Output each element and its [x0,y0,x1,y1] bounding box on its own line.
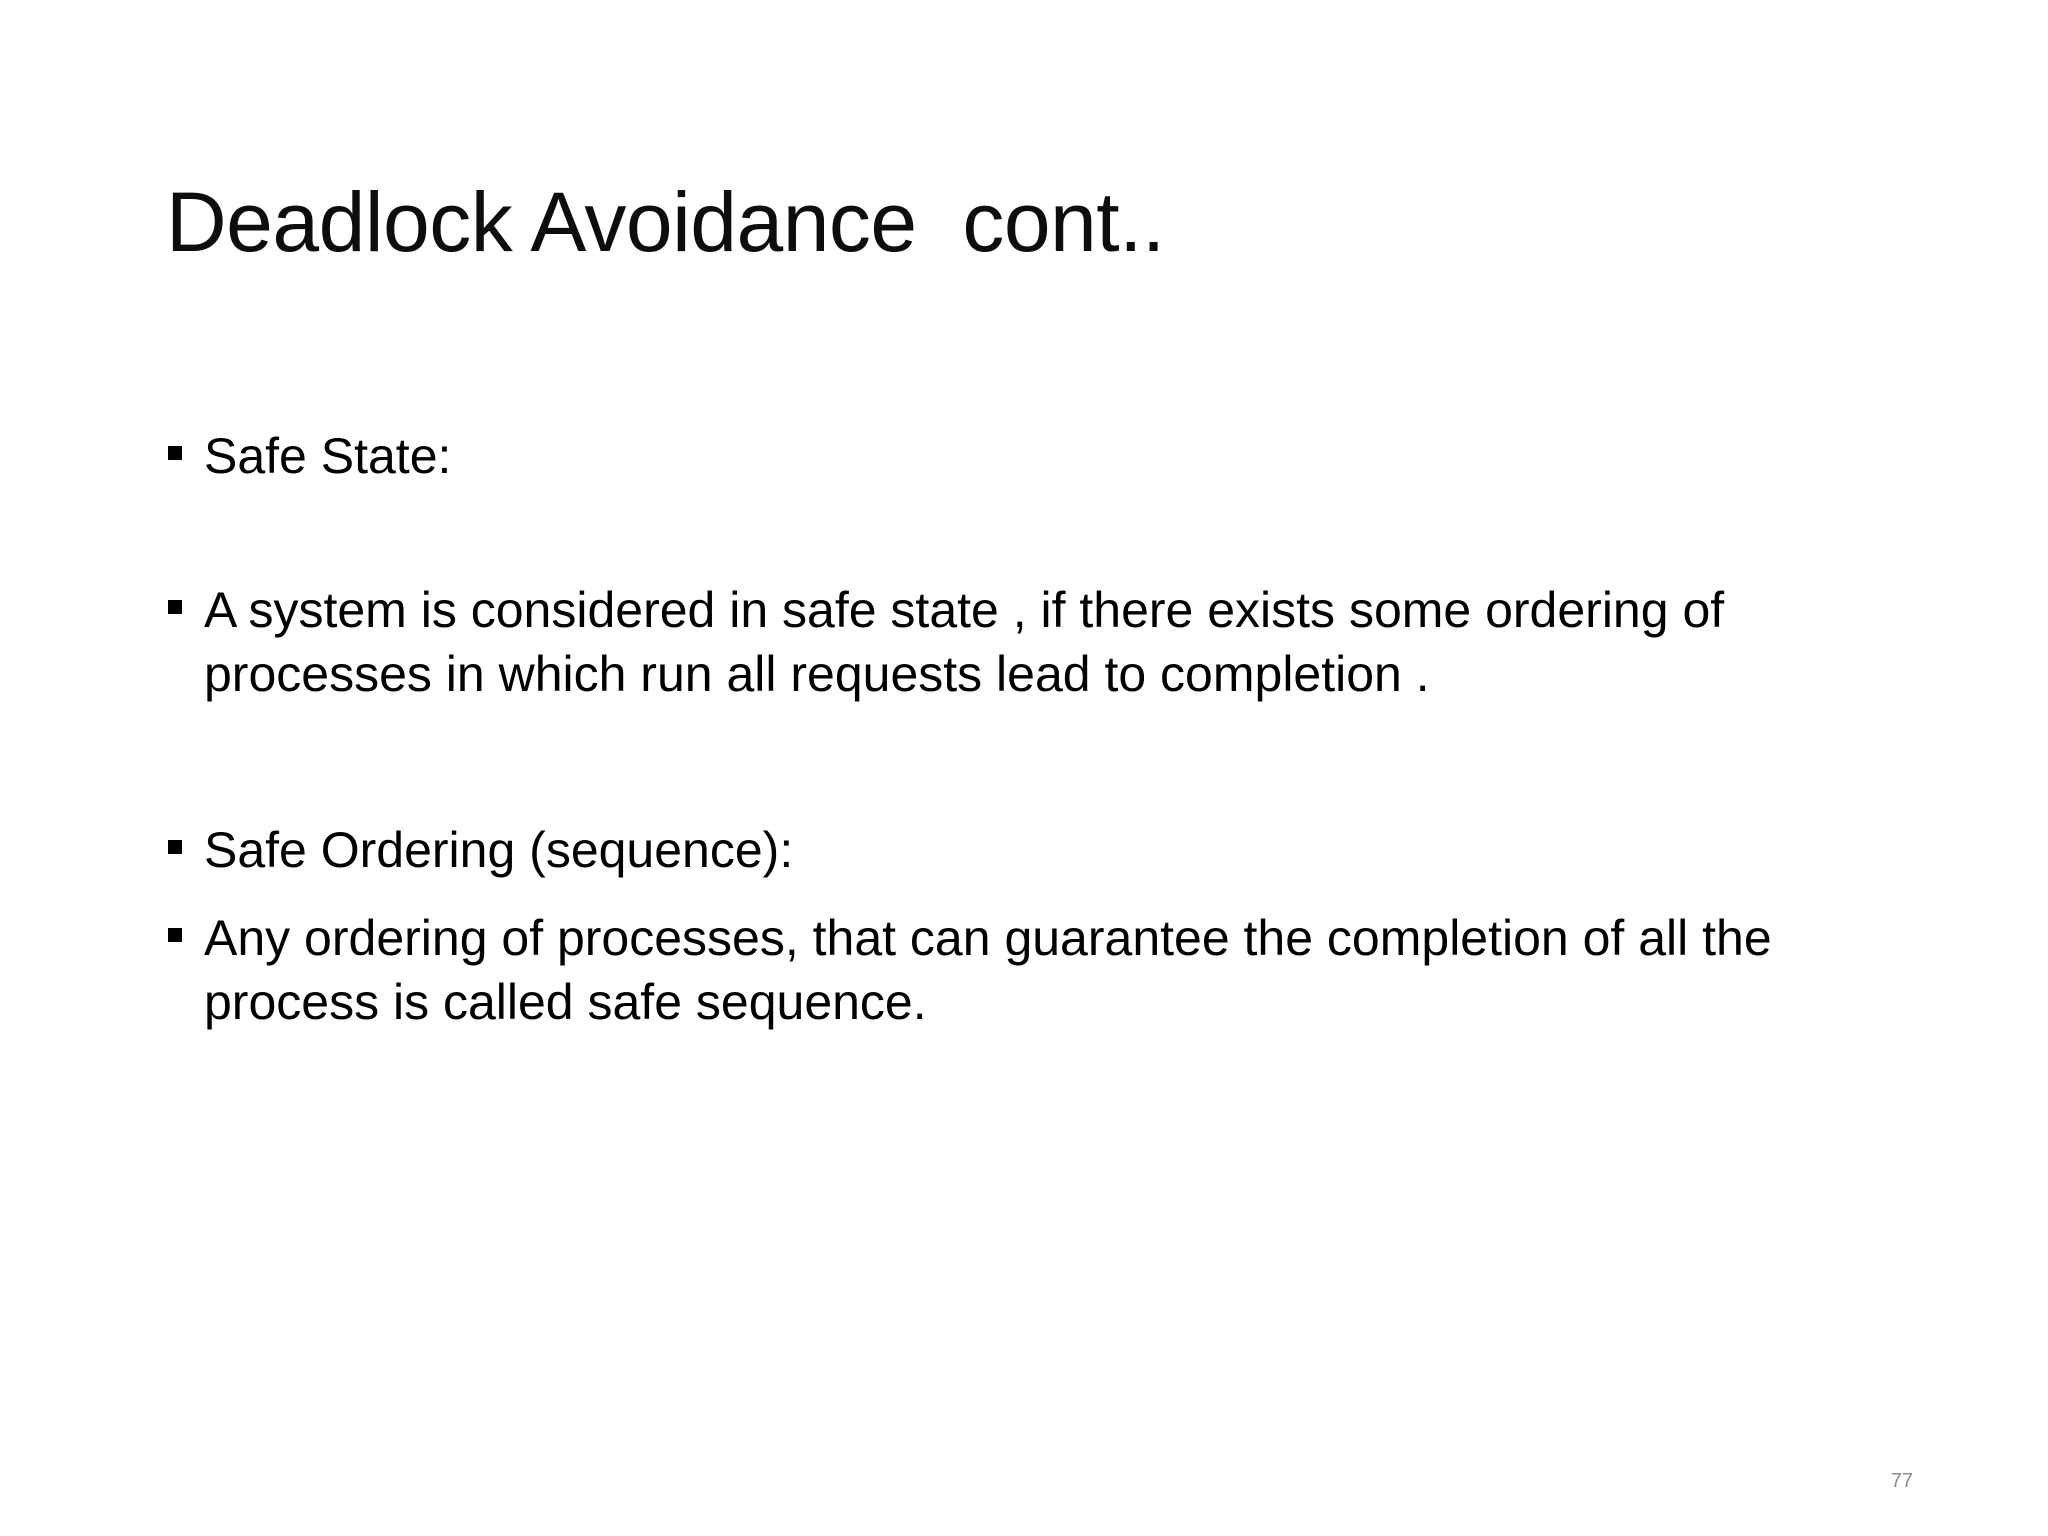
square-bullet-icon [168,600,182,614]
square-bullet-icon [168,928,182,942]
slide-title: Deadlock Avoidance cont.. [166,175,1165,269]
bullet-text: A system is considered in safe state , if there exists some ordering of processes in which run all requests lead to completion . [204,582,1725,702]
bullet-safe-ordering-definition [168,906,1908,1034]
page-number: 77 [1890,1470,1913,1492]
bullet-text: Any ordering of processes, that can guarantee the completion of all the process is called safe sequence. [204,910,1772,1030]
bullet-text: Safe Ordering (sequence): [204,822,794,878]
square-bullet-icon [168,446,182,460]
bullet-text: Safe State: [204,428,452,484]
bullet-safe-ordering [168,818,1908,882]
bullet-safe-state-definition [168,578,1908,706]
bullet-safe-state [168,424,1908,488]
square-bullet-icon [168,840,182,854]
